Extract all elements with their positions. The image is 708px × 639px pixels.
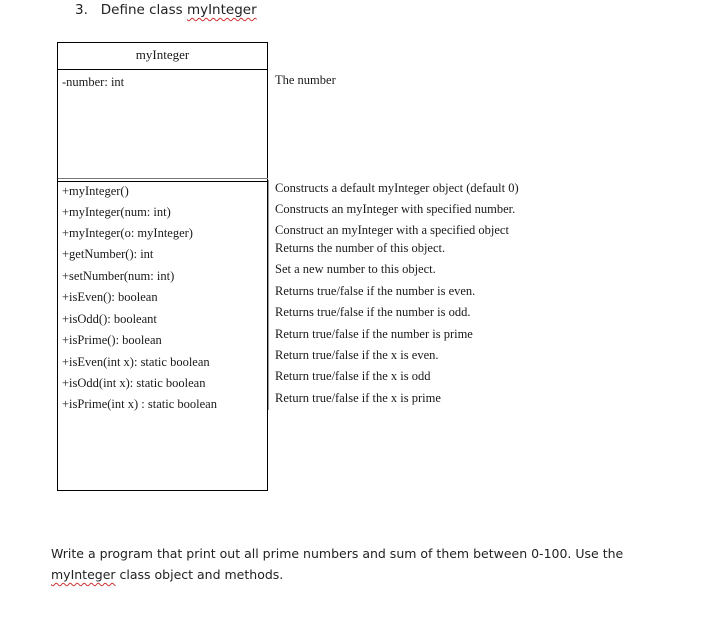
uml-method: +isOdd(): booleant [62, 312, 157, 326]
question-heading [75, 2, 257, 18]
method-description: Constructs a default myInteger object (default 0) [275, 181, 519, 195]
heading-class-name: myInteger [186, 2, 257, 18]
uml-method: +isEven(): boolean [62, 290, 158, 304]
attribute-description: The number [275, 73, 336, 87]
uml-method: +myInteger() [62, 184, 129, 198]
instruction-text: Write a program that print out all prime numbers and sum of them between 0-100. Use the [51, 546, 624, 561]
method-description: Returns the number of this object. [275, 241, 446, 255]
uml-method: +isPrime(): boolean [62, 333, 162, 347]
uml-method: +isOdd(int x): static boolean [62, 376, 206, 390]
question-text: Define class [100, 2, 187, 18]
method-description: Returns true/false if the number is even. [275, 284, 476, 298]
method-description: Return true/false if the number is prime [275, 327, 473, 341]
uml-method: +isPrime(int x) : static boolean [62, 397, 217, 411]
divider-line [268, 180, 269, 410]
method-description: Construct an myInteger with a specified object [275, 223, 509, 237]
question-number: 3. [75, 2, 88, 18]
method-description: Set a new number to this object. [275, 262, 436, 276]
instruction-class-name: myInteger [51, 567, 116, 582]
instruction-paragraph [51, 543, 691, 585]
uml-class-name: myInteger [58, 43, 267, 70]
uml-method: +isEven(int x): static boolean [62, 355, 210, 369]
uml-method: +setNumber(num: int) [62, 269, 175, 283]
uml-attribute: -number: int [62, 75, 125, 89]
method-description: Return true/false if the x is odd [275, 369, 431, 383]
method-description: Return true/false if the x is prime [275, 391, 441, 405]
uml-method: +myInteger(num: int) [62, 205, 171, 219]
uml-attributes [58, 70, 267, 182]
uml-method: +getNumber(): int [62, 247, 154, 261]
divider-line [58, 178, 268, 179]
uml-class-diagram [57, 42, 268, 491]
method-description: Constructs an myInteger with specified number. [275, 202, 516, 216]
method-description: Returns true/false if the number is odd. [275, 305, 471, 319]
method-description: Return true/false if the x is even. [275, 348, 439, 362]
instruction-text-end: class object and methods. [115, 567, 284, 582]
uml-method: +myInteger(o: myInteger) [62, 226, 193, 240]
